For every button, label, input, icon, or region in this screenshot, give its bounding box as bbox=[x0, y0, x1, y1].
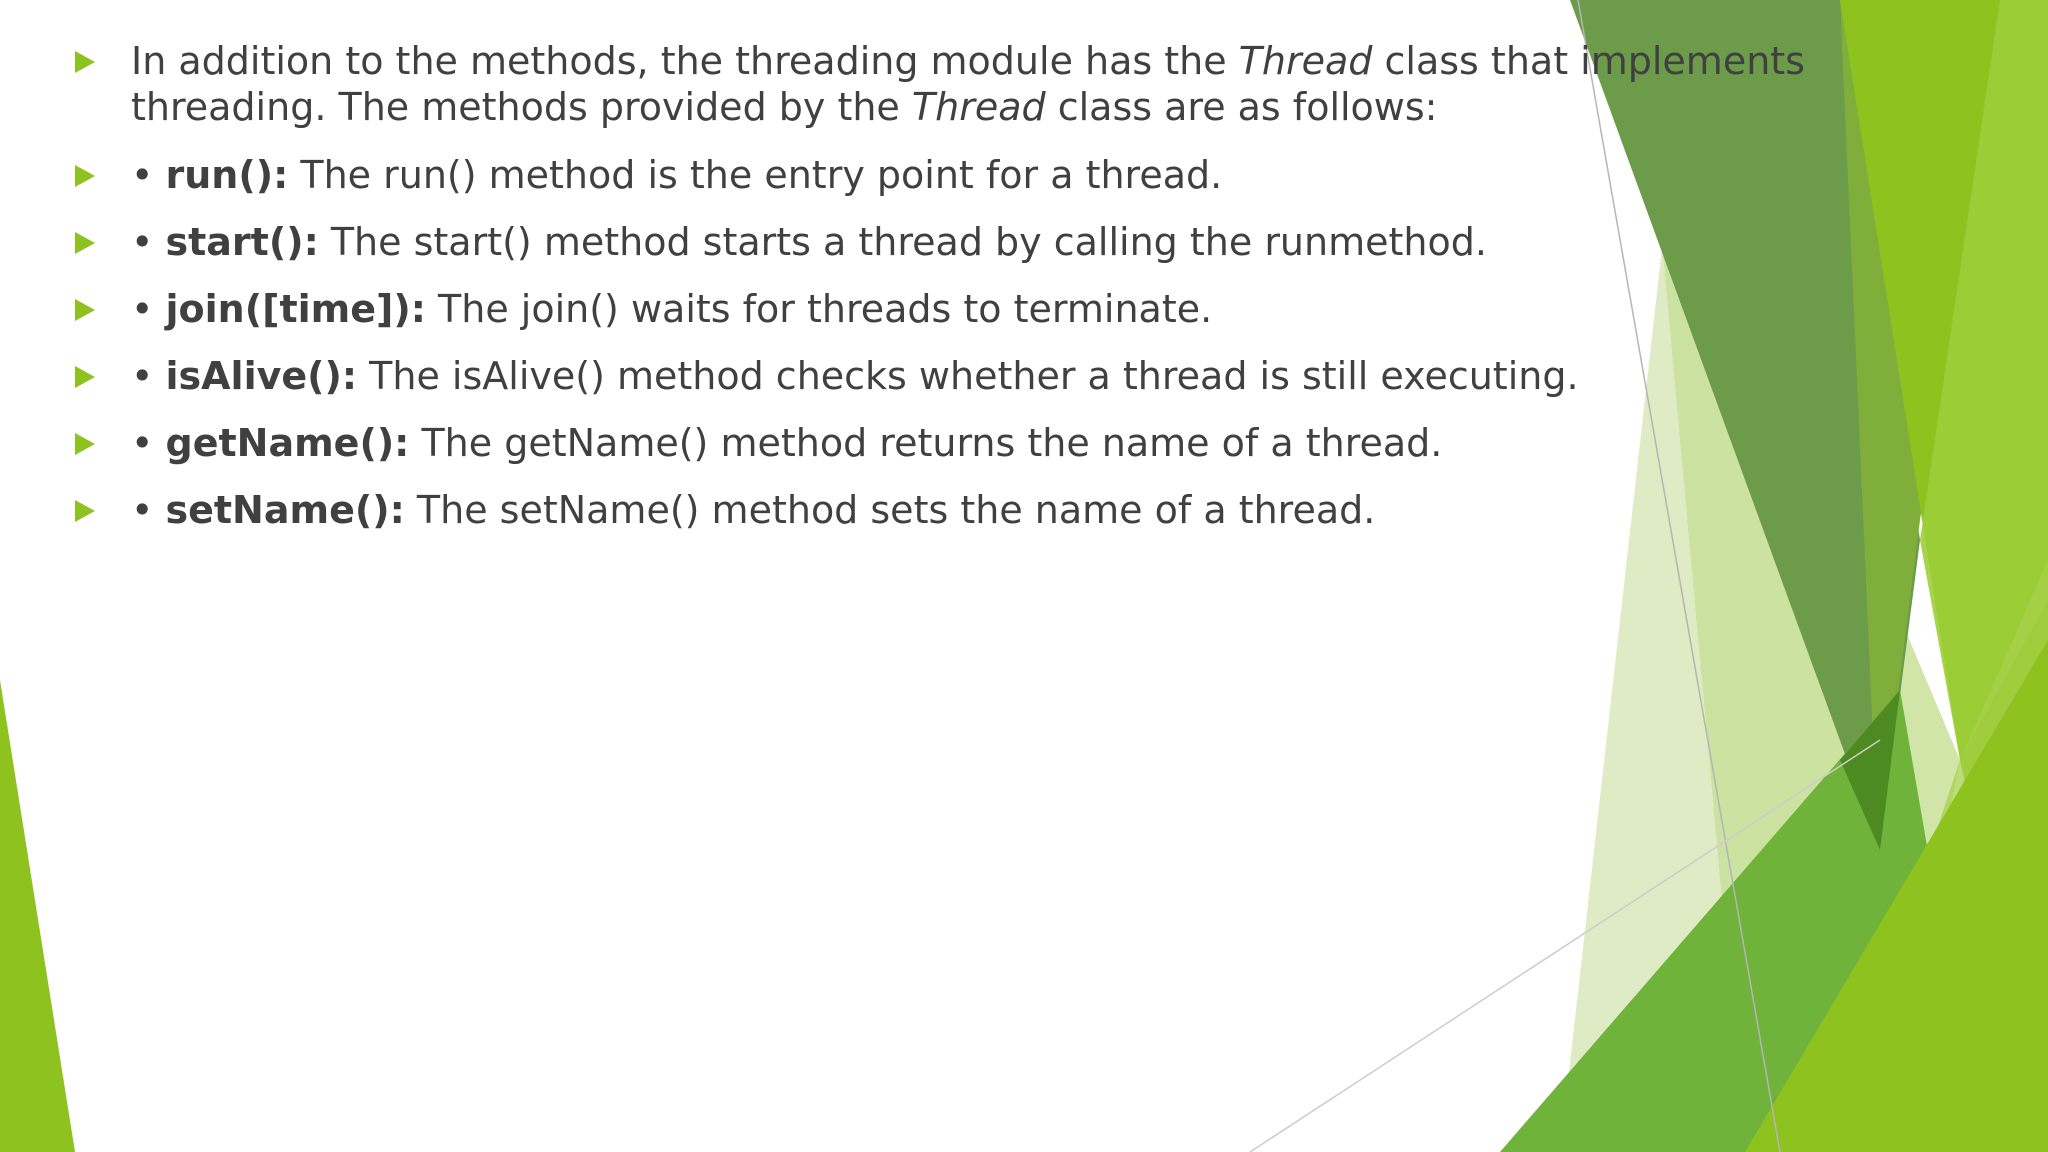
method-description: The getName() method returns the name of a thread. bbox=[409, 421, 1443, 465]
arrow-bullet-icon bbox=[75, 51, 95, 73]
dot-bullet: • bbox=[131, 488, 166, 532]
dot-bullet: • bbox=[131, 354, 166, 398]
method-item-setname bbox=[70, 487, 1870, 533]
left-green-sliver bbox=[0, 680, 75, 1152]
dot-bullet: • bbox=[131, 153, 166, 197]
dot-bullet: • bbox=[131, 220, 166, 264]
method-item-join bbox=[70, 286, 1870, 332]
method-item-start bbox=[70, 219, 1870, 265]
arrow-bullet-icon bbox=[75, 165, 95, 187]
intro-text: In addition to the methods, the threading module has the bbox=[131, 39, 1239, 83]
intro-paragraph bbox=[70, 38, 1870, 130]
method-item-getname bbox=[70, 420, 1870, 466]
arrow-bullet-icon bbox=[75, 433, 95, 455]
intro-text: threading. The methods provided by the bbox=[131, 85, 912, 129]
method-description: The start() method starts a thread by calling the runmethod. bbox=[318, 220, 1487, 264]
arrow-bullet-icon bbox=[75, 232, 95, 254]
bullet-list bbox=[70, 38, 1870, 554]
intro-text: class that implements bbox=[1372, 39, 1805, 83]
thread-class-name: Thread bbox=[1238, 39, 1373, 83]
method-description: The setName() method sets the name of a thread. bbox=[404, 488, 1376, 532]
method-description: The isAlive() method checks whether a thread is still executing. bbox=[357, 354, 1579, 398]
method-name: setName(): bbox=[165, 488, 405, 532]
arrow-bullet-icon bbox=[75, 299, 95, 321]
dot-bullet: • bbox=[131, 421, 166, 465]
method-description: The run() method is the entry point for a thread. bbox=[288, 153, 1223, 197]
arrow-bullet-icon bbox=[75, 500, 95, 522]
dot-bullet: • bbox=[131, 287, 166, 331]
method-item-run bbox=[70, 152, 1870, 198]
arrow-bullet-icon bbox=[75, 366, 95, 388]
method-description: The join() waits for threads to terminate. bbox=[425, 287, 1213, 331]
method-name: start(): bbox=[165, 220, 319, 264]
method-item-isalive bbox=[70, 353, 1870, 399]
method-name: run(): bbox=[165, 153, 289, 197]
method-name: join([time]): bbox=[165, 287, 426, 331]
thread-class-name: Thread bbox=[911, 85, 1046, 129]
method-name: getName(): bbox=[165, 421, 410, 465]
method-name: isAlive(): bbox=[165, 354, 358, 398]
intro-text: class are as follows: bbox=[1045, 85, 1438, 129]
